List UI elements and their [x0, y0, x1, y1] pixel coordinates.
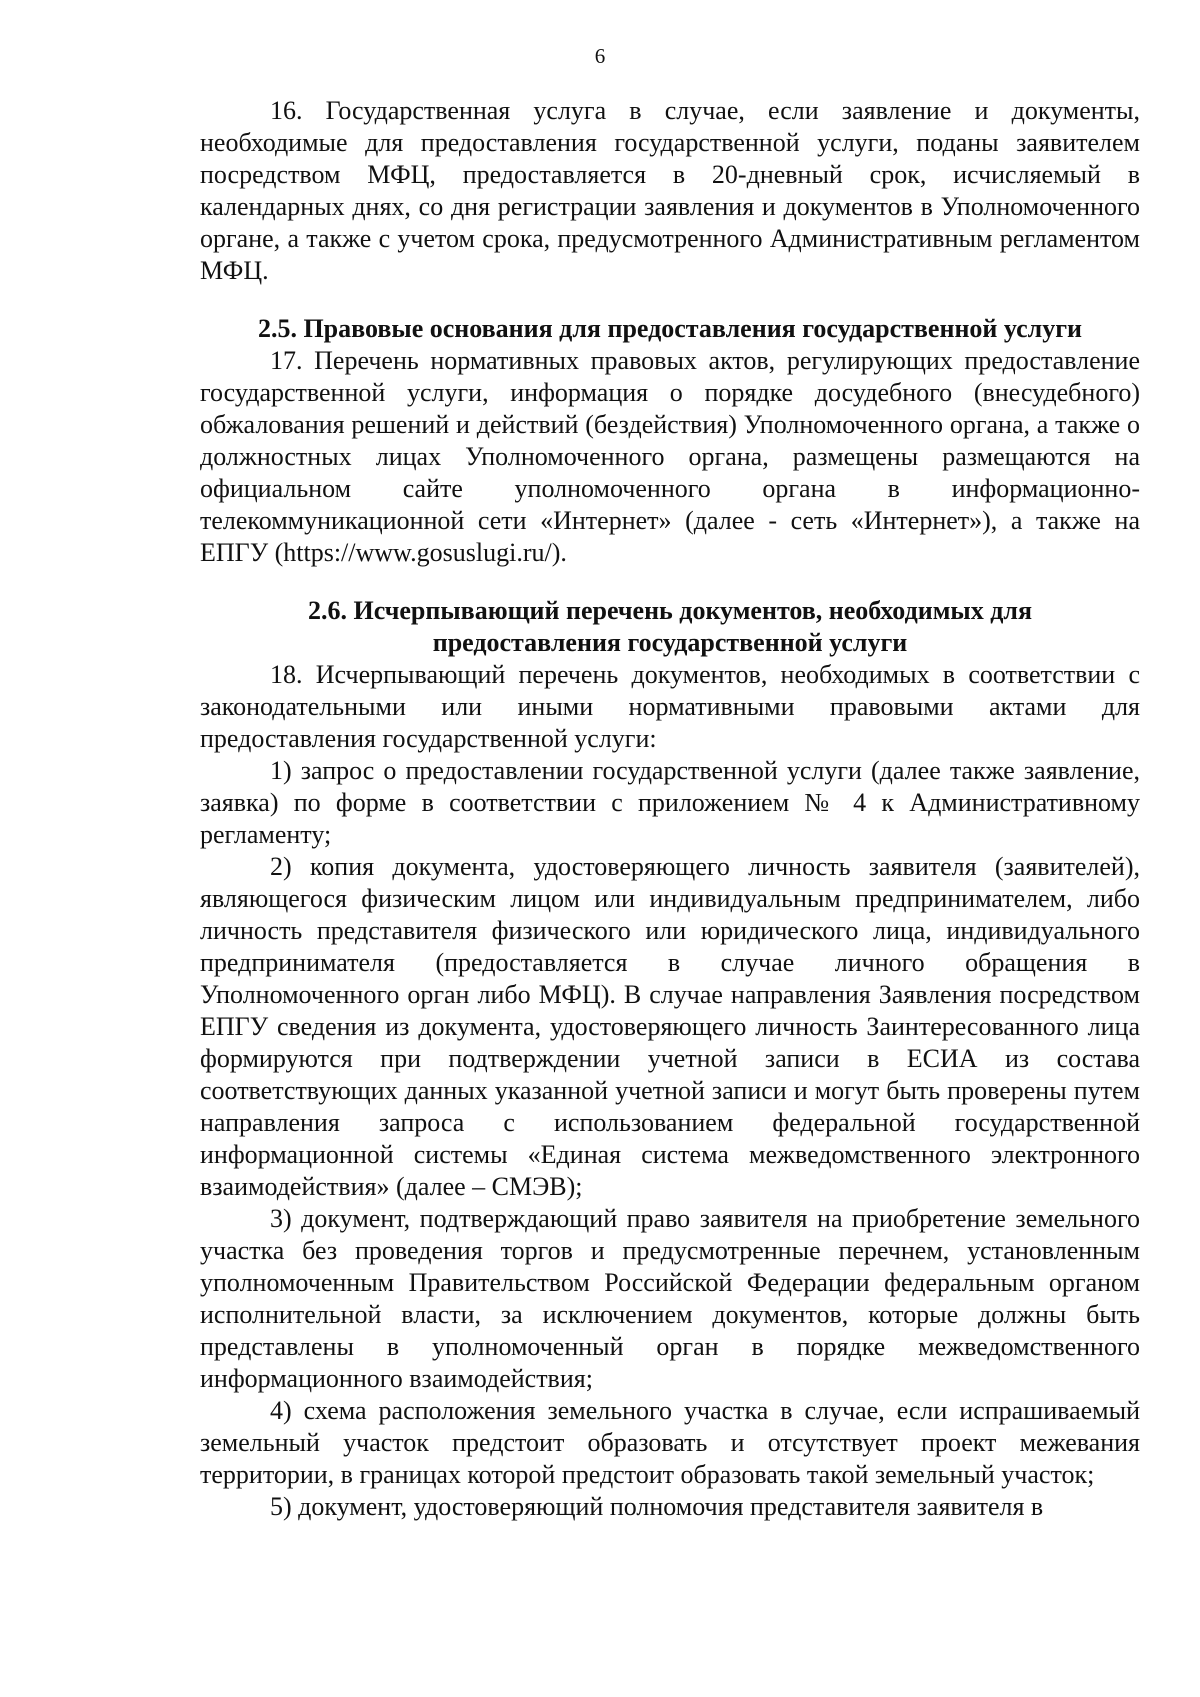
spacer	[200, 287, 1140, 313]
section-heading-2-6: 2.6. Исчерпывающий перечень документов, необходимых для предоставления государственной услуги	[307, 596, 1033, 657]
paragraph-18: 18. Исчерпывающий перечень документов, необходимых в соответствии с законодательными или иными нормативными правовыми актами для предоставления государственной услуги:	[200, 660, 1140, 753]
page-number: 6	[594, 44, 606, 68]
document-body	[200, 95, 1140, 1523]
paragraph-17: 17. Перечень нормативных правовых актов, регулирующих предоставление государственной услуги, информация о порядке досудебного (внесудебного) обжалования решений и действий (бездействия) Уполномоченного органа, а также о должностных лицах Уполномоченного органа, размещены размещаются на официальном сайте уполномоченного органа в информационно-телекоммуникационной сети «Интернет» (далее - сеть «Интернет»), а также на ЕПГУ (https://www.gosuslugi.ru/).	[200, 346, 1140, 567]
spacer	[200, 569, 1140, 595]
section-heading-2-5: 2.5. Правовые основания для предоставления государственной услуги	[257, 314, 1083, 343]
list-item-3: 3) документ, подтверждающий право заявителя на приобретение земельного участка без проведения торгов и предусмотренные перечнем, установленным уполномоченным Правительством Российской Федерации федеральным органом исполнительной власти, за исключением документов, которые должны быть представлены в уполномоченный орган в порядке межведомственного информационного взаимодействия;	[200, 1204, 1140, 1393]
list-item-1: 1) запрос о предоставлении государственной услуги (далее также заявление, заявка) по форме в соответствии с приложением № 4 к Административному регламенту;	[200, 756, 1140, 849]
paragraph-16: 16. Государственная услуга в случае, если заявление и документы, необходимые для предоставления государственной услуги, поданы заявителем посредством МФЦ, предоставляется в 20-дневный срок, исчисляемый в календарных днях, со дня регистрации заявления и документов в Уполномоченного органе, а также с учетом срока, предусмотренного Административным регламентом МФЦ.	[200, 96, 1140, 285]
list-item-2: 2) копия документа, удостоверяющего личность заявителя (заявителей), являющегося физическим лицом или индивидуальным предпринимателем, либо личность представителя физического или юридического лица, индивидуального предпринимателя (предоставляется в случае личного обращения в Уполномоченного орган либо МФЦ). В случае направления Заявления посредством ЕПГУ сведения из документа, удостоверяющего личность Заинтересованного лица формируются при подтверждении учетной записи в ЕСИА из состава соответствующих данных указанной учетной записи и могут быть проверены путем направления запроса с использованием федеральной государственной информационной системы «Единая система межведомственного электронного взаимодействия» (далее – СМЭВ);	[200, 852, 1140, 1201]
list-item-4: 4) схема расположения земельного участка в случае, если испрашиваемый земельный участок предстоит образовать и отсутствует проект межевания территории, в границах которой предстоит образовать такой земельный участок;	[200, 1396, 1140, 1489]
list-item-5: 5) документ, удостоверяющий полномочия представителя заявителя в	[270, 1492, 1044, 1521]
